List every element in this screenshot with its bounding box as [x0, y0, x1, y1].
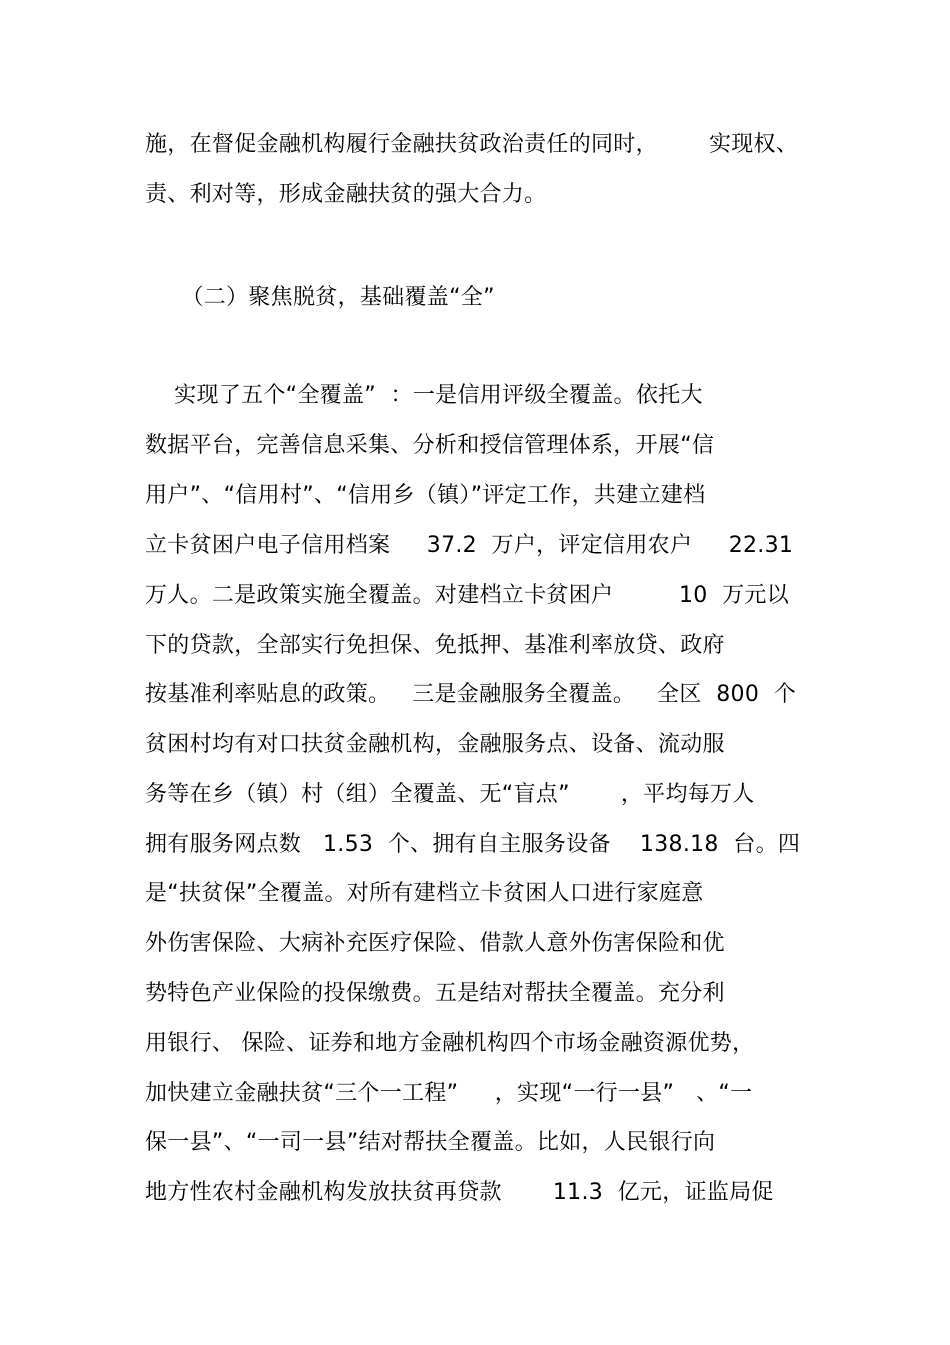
- text-line: 用户”、“信用村”、“信用乡（镇）”评定工作，共建立建档: [145, 483, 706, 508]
- text-line: 用银行、 保险、证券和地方金融机构四个市场金融资源优势，: [145, 1031, 755, 1056]
- text-line: 保一县”、“一司一县”结对帮扶全覆盖。比如，人民银行向: [145, 1130, 716, 1155]
- text-line: 加快建立金融扶贫“三个一工程” ，实现“一行一县” 、“一: [145, 1081, 753, 1106]
- text-line: 按基准利率贴息的政策。 三是金融服务全覆盖。 全区 800 个: [145, 682, 797, 707]
- text-line: 立卡贫困户电子信用档案 37.2 万户，评定信用农户 22.31: [145, 533, 794, 558]
- section-heading: （二）聚焦脱贫，基础覆盖“全”: [145, 285, 495, 310]
- text-line: 势特色产业保险的投保缴费。五是结对帮扶全覆盖。充分利: [145, 981, 725, 1006]
- text-line: 地方性农村金融机构发放扶贫再贷款 11.3 亿元，证监局促: [145, 1180, 774, 1205]
- text-line: 施，在督促金融机构履行金融扶贫政治责任的同时， 实现权、: [145, 132, 799, 157]
- text-line: 拥有服务网点数 1.53 个、拥有自主服务设备 138.18 台。四: [145, 832, 801, 857]
- text-line: 数据平台，完善信息采集、分析和授信管理体系，开展“信: [145, 433, 715, 458]
- text-line: 是“扶贫保”全覆盖。对所有建档立卡贫困人口进行家庭意: [145, 881, 704, 906]
- text-line: 外伤害保险、大病补充医疗保险、借款人意外伤害保险和优: [145, 931, 725, 956]
- text-line: 贫困村均有对口扶贫金融机构，金融服务点、设备、流动服: [145, 732, 725, 757]
- text-line: 下的贷款，全部实行免担保、免抵押、基准利率放贷、政府: [145, 633, 725, 658]
- text-line: 责、利对等，形成金融扶贫的强大合力。: [145, 182, 547, 207]
- text-line: 万人。二是政策实施全覆盖。对建档立卡贫困户 10 万元以: [145, 583, 790, 608]
- text-line: 务等在乡（镇）村（组）全覆盖、无“盲点” ，平均每万人: [145, 782, 755, 807]
- text-line: 实现了五个“全覆盖” ：一是信用评级全覆盖。依托大: [145, 383, 703, 408]
